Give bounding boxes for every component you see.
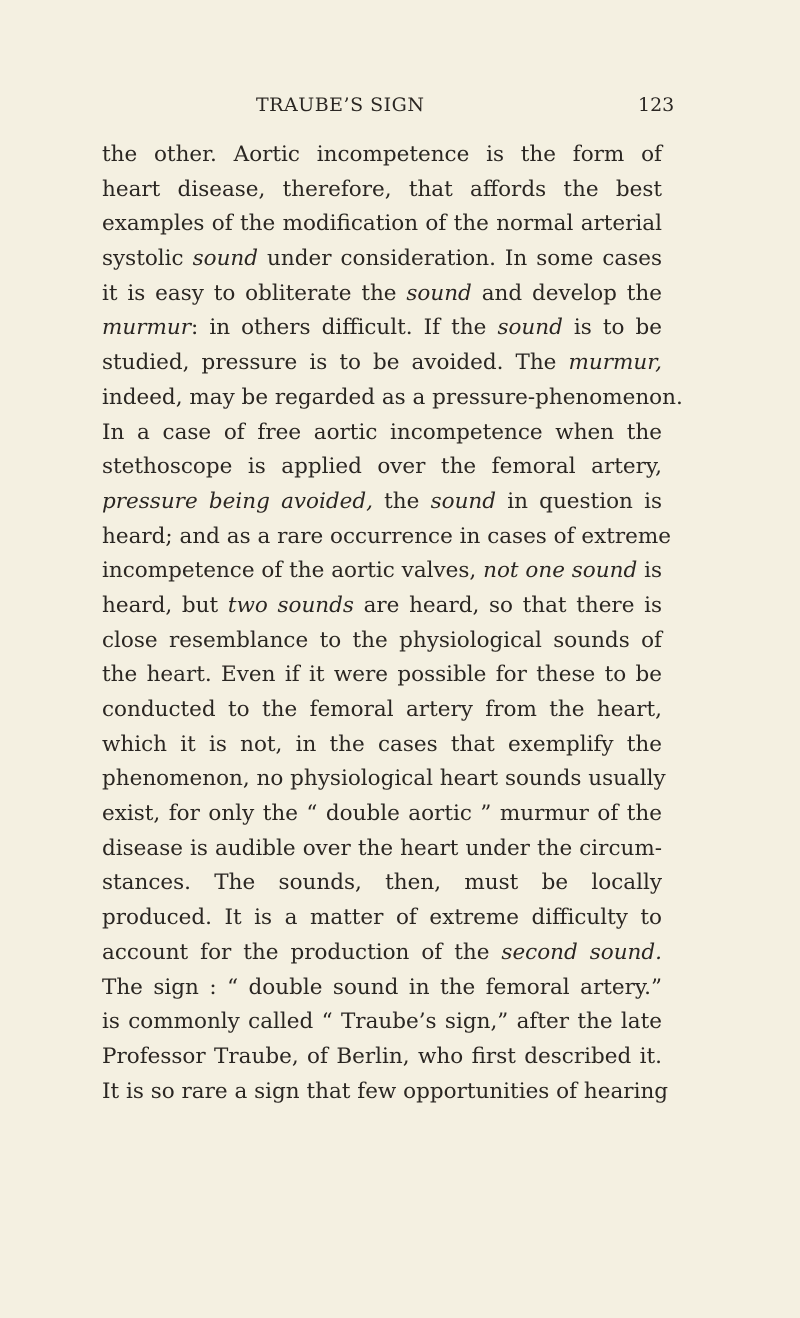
- text-run: : in others difficult. If the: [191, 315, 498, 341]
- italic-text: sound: [192, 246, 259, 272]
- text-run: is commonly called “ Traube’s sign,” after the late: [102, 1009, 662, 1035]
- page-number: 123: [638, 94, 675, 116]
- text-run: heart disease, therefore, that affords the best: [102, 176, 662, 202]
- text-run: It is so rare a sign that few opportunities of hearing: [102, 1078, 669, 1104]
- text-run: which it is not, in the cases that exemplify the: [102, 731, 662, 757]
- italic-text: second sound.: [501, 939, 662, 965]
- text-run: is: [637, 558, 662, 584]
- text-line: [102, 1005, 662, 1040]
- text-run: account for the production of the: [102, 939, 502, 965]
- italic-text: two sounds: [227, 592, 354, 618]
- running-title: TRAUBE’S SIGN: [256, 94, 425, 116]
- text-run: incompetence of the aortic valves,: [102, 558, 484, 584]
- text-run: conducted to the femoral artery from the heart,: [102, 697, 662, 722]
- text-run: heard; and as a rare occurrence in cases of extreme: [102, 523, 672, 549]
- text-line: [102, 207, 662, 242]
- text-run: disease is audible over the heart under the circum-: [102, 835, 662, 861]
- text-line: [102, 866, 662, 901]
- text-line: [102, 971, 662, 1006]
- text-line: [102, 173, 662, 208]
- text-run: the: [372, 488, 431, 514]
- text-run: are heard, so that there is: [353, 592, 662, 618]
- text-run: systolic: [102, 246, 193, 272]
- text-run: the other. Aortic incompetence is the form of: [102, 142, 662, 167]
- text-line: [102, 624, 662, 659]
- text-line: [102, 138, 662, 173]
- text-line: [102, 277, 662, 312]
- text-line: [102, 658, 662, 693]
- body-paragraph: [102, 138, 683, 1109]
- text-line: [102, 589, 662, 624]
- text-run: the heart. Even if it were possible for these to be: [102, 662, 662, 688]
- text-run: heard, but: [102, 592, 228, 618]
- italic-text: murmur,: [568, 350, 662, 376]
- text-line: [102, 242, 662, 277]
- text-line: [102, 381, 683, 416]
- text-line: [102, 346, 662, 381]
- text-run: studied, pressure is to be avoided. The: [102, 350, 569, 376]
- text-line: [102, 728, 662, 763]
- text-run: close resemblance to the physiological sounds of: [102, 627, 662, 653]
- text-line: [102, 520, 672, 555]
- text-run: it is easy to obliterate the: [102, 280, 407, 306]
- text-line: [102, 693, 662, 728]
- text-line: [102, 311, 662, 346]
- text-line: [102, 554, 662, 589]
- text-line: [102, 762, 666, 797]
- text-line: [102, 485, 662, 520]
- text-line: [102, 450, 662, 485]
- text-run: produced. It is a matter of extreme difficulty to: [102, 905, 662, 931]
- italic-text: pressure being avoided,: [102, 488, 373, 514]
- text-run: stances. The sounds, then, must be locally: [102, 870, 662, 896]
- text-run: under consideration. In some cases: [258, 246, 662, 272]
- text-run: and develop the: [471, 280, 662, 306]
- text-run: in question is: [496, 488, 662, 514]
- text-run: Professor Traube, of Berlin, who first described it.: [102, 1043, 662, 1069]
- text-line: [102, 1040, 662, 1075]
- text-line: [102, 832, 662, 867]
- text-run: The sign : “ double sound in the femoral artery.”: [102, 974, 662, 1000]
- text-line: [102, 901, 662, 936]
- text-run: phenomenon, no physiological heart sounds usually: [102, 766, 666, 792]
- text-line: [102, 936, 662, 971]
- text-run: In a case of free aortic incompetence when the: [102, 419, 662, 445]
- italic-text: sound: [406, 280, 472, 306]
- text-run: indeed, may be regarded as a pressure-phenomenon.: [102, 384, 683, 410]
- text-run: is to be: [562, 315, 662, 341]
- italic-text: murmur: [102, 315, 192, 341]
- text-line: [102, 416, 662, 451]
- text-line: [102, 1075, 669, 1110]
- italic-text: sound: [430, 488, 497, 514]
- italic-text: sound: [497, 315, 563, 341]
- text-run: stethoscope is applied over the femoral artery,: [102, 454, 662, 480]
- text-line: [102, 797, 662, 832]
- text-run: examples of the modification of the normal arterial: [102, 211, 662, 237]
- text-run: exist, for only the “ double aortic ” murmur of the: [102, 801, 662, 827]
- italic-text: not one sound: [483, 558, 638, 584]
